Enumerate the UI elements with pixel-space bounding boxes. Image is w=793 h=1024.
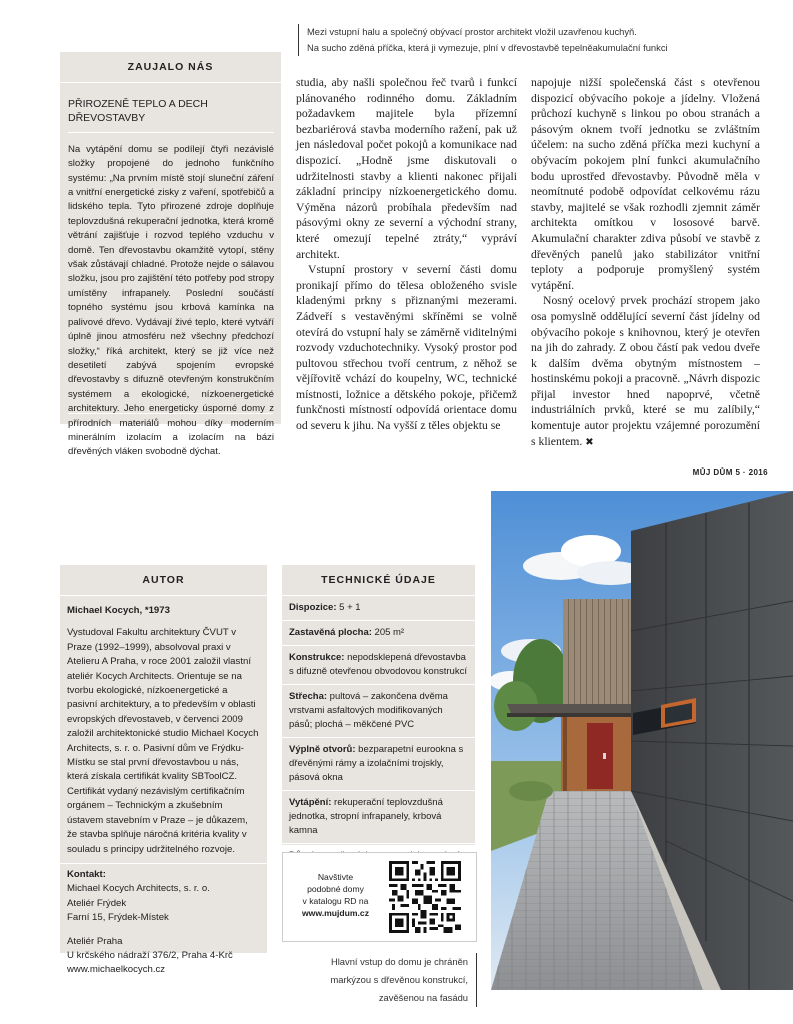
tech-label: Zastavěná plocha: — [289, 627, 372, 638]
box-heading: AUTOR — [60, 565, 267, 596]
qr-text-line: v katalogu RD na — [302, 896, 369, 906]
box-heading: ZAUJALO NÁS — [60, 52, 281, 83]
tech-label: Konstrukce: — [289, 652, 345, 663]
contact-line: U krčského nádraží 376/2, Praha 4-Krč — [67, 949, 233, 961]
caption-line: zavěšenou na fasádu — [378, 992, 468, 1003]
sidebar-box-zaujalo — [60, 52, 281, 458]
author-name: Michael Kocych, *1973 — [67, 605, 170, 616]
photo-caption-top — [298, 24, 727, 56]
magazine-name: MŮJ DŮM — [692, 468, 733, 477]
caption-line: Mezi vstupní halu a společný obývací prostor architekt vložil uzavřenou kuchyň. — [307, 26, 637, 37]
divider — [60, 863, 267, 864]
tech-value: rekuperační teplovzdušná jednotka, stropní infrapanely, krbová kamna — [289, 797, 443, 836]
contact-label: Kontakt: — [67, 868, 106, 880]
article-paragraph: Vstupní prostory v severní části domu pronikají přímo do tělesa obloženého svisle kladenými prkny s přiznanými mezerami. Zádveří s vestavěnými skříněmi se volně otevírá do vstupní haly se záměrně viditelnými rozvody vzduchotechniky. Vysoký prostor pod pultovou střechou tvoří centrum, z něhož se vějířovitě vchází do koupelny, WC, technické místnosti, ložnice a dětského pokoje, přičemž funkčnosti místností odpovídá orientace domu od severu k jihu. Na vyšší z těles objektu se — [296, 263, 517, 433]
tech-label: Střecha: — [289, 691, 328, 702]
author-bio: Vystudoval Fakultu architektury ČVUT v Praze (1992–1999), absolvoval praxi v Atelieru A Praha, v roce 2001 založil vlastní ateliér Kocych Architects. Orientuje se na tvorbu ekologické, nízkoenergetické a pasivní architektury, a to především v oblasti evropských dřevostaveb, v červenci 2009 založil architektonické studio Michael Kocych Architects, s. r. o. Pasivní dům ve Frýdku-Místku se stal první dřevostavbou u nás, která získala certifikát kvality SBToolCZ. Certifikát vydaný nezávislým certifikačním orgánem – Technickým a zkušebním ústavem stavebním v Praze – je důkazem, že stavba splňuje náročná kritéria kvality v souladu s principy udržitelného rozvoje. — [67, 627, 259, 855]
article-column-2 — [531, 75, 760, 448]
box-heading: TECHNICKÉ ÚDAJE — [282, 565, 475, 596]
contact-line: Ateliér Praha — [67, 935, 123, 947]
tech-row — [282, 646, 475, 685]
article-paragraph: studia, aby našli společnou řeč tvarů i funkcí plánovaného rodinného domu. Základním požadavkem majitele byla přízemní bezbariérová stavba moderního ražení, pak už jen následoval počet pokojů a komunikace nad dispozicí. „Hodně jsme diskutovali o udržitelnosti stavby a klienti nakonec přijali základní principy nízkoenergetického domu. Výměna názorů probíhala především nad pásovými okny ze severní a východní strany, které omezují tepelné ztráty,“ vypráví architekt. — [296, 76, 517, 261]
tech-row — [282, 791, 475, 844]
caption-line: Hlavní vstup do domu je chráněn — [330, 956, 468, 967]
magazine-footer — [668, 468, 768, 477]
tech-row — [282, 738, 475, 791]
magazine-issue: 5 · 2016 — [735, 468, 768, 477]
technical-data-box — [282, 565, 475, 845]
house-entrance-photo — [491, 491, 793, 990]
contact-line: Farní 15, Frýdek-Místek — [67, 912, 169, 924]
tech-label: Dispozice: — [289, 602, 337, 613]
tech-label: Výplně otvorů: — [289, 744, 356, 755]
author-box — [60, 565, 267, 976]
tech-row — [282, 685, 475, 738]
article-paragraph: napojuje nižší společenská část s otevřenou dispozicí obývacího pokoje a jídelny. Vložená průchozí kuchyně s linkou po obou stranách a pásovým oknem tvoří jednotku se zvláštním účelem: na sucho zděná příčka mezi kuchyní a obývacím pokojem plní funkci akumulačního bodu uprostřed dřevostavby. Původně měla v neomítnuté podobě odpovídat celkovému rázu stavby, majitelé se však rozhodli zjemnit záměr architekta omítkou v lososové barvě. Akumulační charakter zdiva působí ve stavbě z dřevěných panelů jako stabilizátor vnitřní teploty a podporuje promyšlený systém vytápění. — [531, 76, 760, 292]
paragraph-text: Nosný ocelový prvek prochází stropem jako osa pomyslně oddělující severní část jídelny od obývacího pokoje s knihovnou, který je otevřen na jih do zahrady. Z obou částí pak vedou dveře k dalším dvěma obytným místnostem – hostinskému pokoji a pracovně. „Návrh dispozic přijal investor hned napoprvé, včetně industriálních prvků, které se mu zalíbily,“ komentuje autor projektu vzájemné porozumění s klientem. — [531, 294, 760, 448]
qr-url-link[interactable]: www.mujdum.cz — [301, 908, 369, 918]
contact-line: Michael Kocych Architects, s. r. o. — [67, 883, 210, 895]
end-mark-icon: ✖ — [585, 436, 594, 448]
tech-row — [282, 596, 475, 621]
qr-promo-box[interactable] — [282, 852, 477, 942]
tech-value: 5 + 1 — [336, 602, 361, 613]
tech-row — [282, 621, 475, 646]
website-link[interactable]: www.michaelkocych.cz — [67, 964, 166, 976]
tech-value: nepodsklepená dřevostavba s difuzně otevřenou obvodovou konstrukcí — [289, 652, 467, 677]
article-paragraph — [531, 293, 760, 450]
box-subheading: PŘIROZENĚ TEPLO A DECH DŘEVOSTAVBY — [68, 97, 274, 133]
divider — [68, 413, 273, 414]
qr-promo-text — [293, 871, 378, 919]
tech-value: pultová – zakončena dvěma vrstvami asfaltových modifikovaných pásů; plochá – měkčené PVC — [289, 691, 448, 730]
tech-label: Vytápění: — [289, 797, 332, 808]
box-text: Na vytápění domu se podílejí čtyři nezávislé složky propojené do jednoho funkčního systému: „Na prvním místě stojí sluneční záření a vnitřní energetické zisky z vaření, spotřebičů a lidského tepla. Tyto přirozené zdroje doplňuje teplovzdušná rekuperační jednotka, která kromě větrání zajišťuje i rozvod teplého vzduchu v domě. Ten dřevostavbu okamžitě vytopí, stěny však zůstávají chladné. Protože nejde o sálavou složku, jsou pro zajištění této potřeby pod stropy umístěny infrapanely. Poslední součástí topného systému jsou krbová kamínka na palivové dřevo. Vydávají živé teplo, které vytváří úplně jinou atmosféru než všechny předchozí složky,“ říká architekt, který se již více než desetiletí zabývá spojením evropské dřevostavby s difuzně otevřeným konstrukčním systémem a ekologické, nízkoenergetické architektury. Jeho energeticky úsporné domy z přírodních materiálů mohou díky moderním minerálním izolacím a izolacím na bázi dřevěných vláken svobodně dýchat. — [68, 143, 274, 458]
contact-line: Ateliér Frýdek — [67, 897, 127, 909]
caption-line: Na sucho zděná příčka, která ji vymezuje, plní v dřevostavbě tepelněakumulační funkci — [307, 42, 668, 53]
tech-value: bezparapetní eurookna s dřevěnými rámy a izolačními trojskly, pásová okna — [289, 744, 464, 783]
tech-value: 205 m² — [371, 627, 405, 638]
photo-caption-bottom — [318, 953, 477, 1007]
article-column-1 — [296, 75, 517, 441]
qr-code-icon[interactable] — [389, 861, 461, 933]
caption-line: markýzou s dřevěnou konstrukcí, — [330, 974, 468, 985]
qr-text-line: Navštivte — [317, 872, 354, 882]
qr-text-line: podobné domy — [307, 884, 364, 894]
